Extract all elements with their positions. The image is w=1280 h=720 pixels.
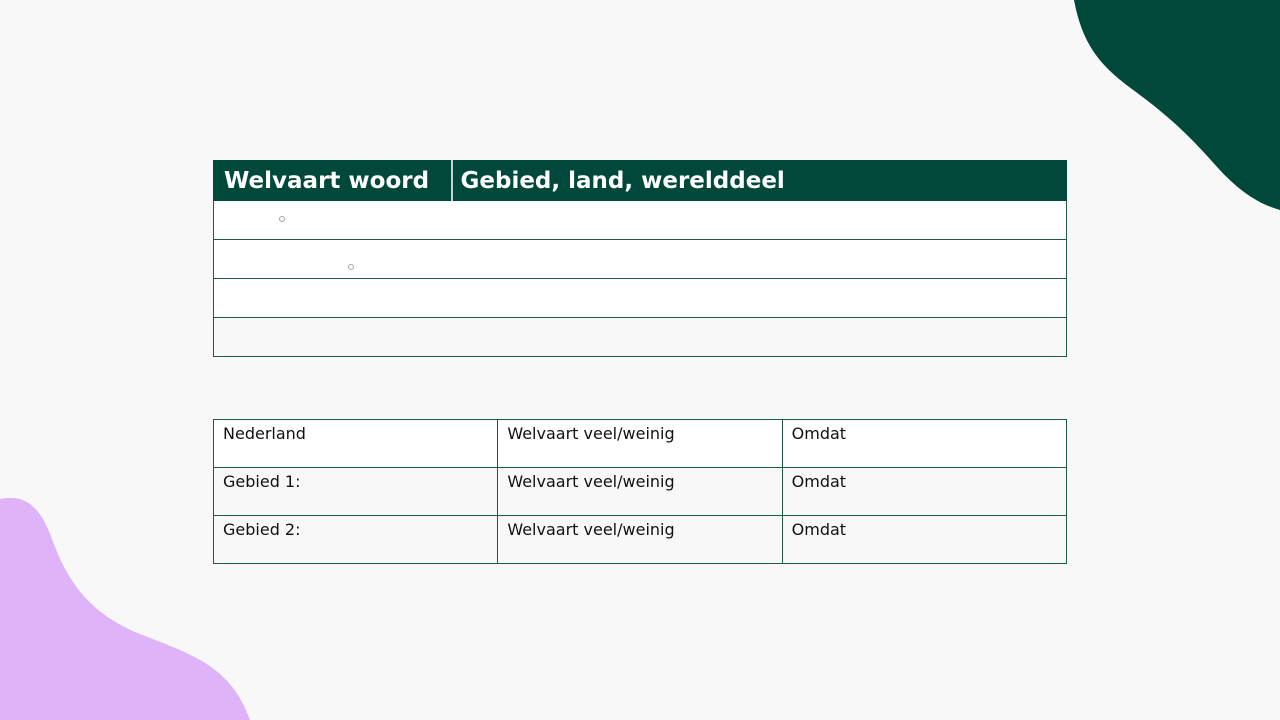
empty-cell[interactable] <box>214 240 1067 279</box>
region-cell[interactable]: Gebied 1: <box>214 468 498 516</box>
welvaart-word-table <box>213 160 1067 357</box>
table-row <box>214 516 1067 564</box>
omdat-cell[interactable]: Omdat <box>782 468 1066 516</box>
comparison-table <box>213 419 1067 564</box>
table-row <box>214 201 1067 240</box>
empty-cell[interactable] <box>214 318 1067 357</box>
welvaart-cell[interactable]: Welvaart veel/weinig <box>498 420 782 468</box>
empty-cell[interactable] <box>214 279 1067 318</box>
region-cell[interactable]: Gebied 2: <box>214 516 498 564</box>
table-row <box>214 279 1067 318</box>
decorative-blob-top-right <box>1068 0 1280 212</box>
welvaart-cell[interactable]: Welvaart veel/weinig <box>498 468 782 516</box>
table-row <box>214 318 1067 357</box>
omdat-cell[interactable]: Omdat <box>782 516 1066 564</box>
omdat-cell[interactable]: Omdat <box>782 420 1066 468</box>
table-row <box>214 468 1067 516</box>
table-header-row <box>214 161 1067 201</box>
empty-cell[interactable] <box>214 201 1067 240</box>
handle-dot-icon <box>348 264 354 270</box>
header-gebied-land-werelddeel: Gebied, land, werelddeel <box>452 161 1067 201</box>
welvaart-cell[interactable]: Welvaart veel/weinig <box>498 516 782 564</box>
table-row <box>214 420 1067 468</box>
table-row <box>214 240 1067 279</box>
region-cell[interactable]: Nederland <box>214 420 498 468</box>
header-welvaart-woord: Welvaart woord <box>214 161 452 201</box>
handle-dot-icon <box>279 216 285 222</box>
